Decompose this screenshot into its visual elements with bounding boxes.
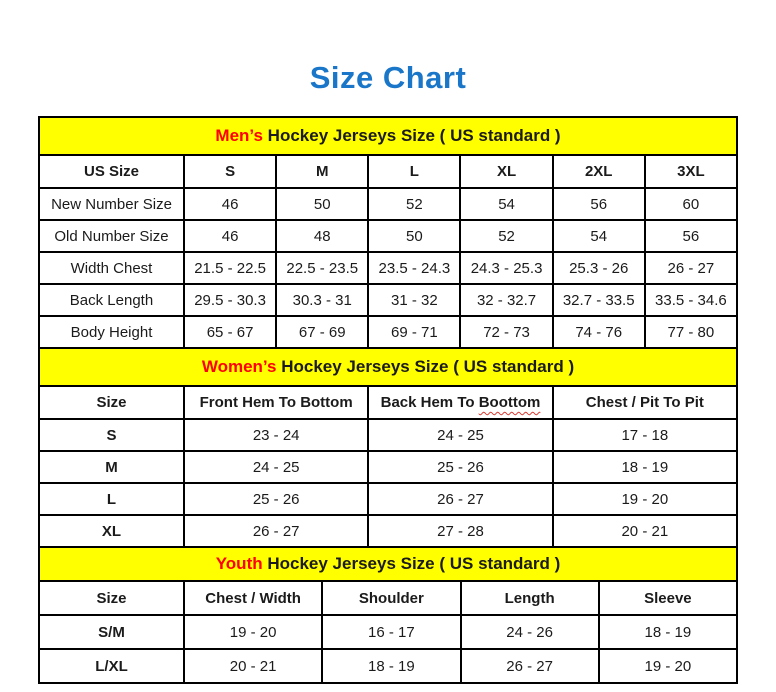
womens-table-row [39,451,737,483]
youth-cell: 24 - 26 [461,615,599,649]
womens-table-row [39,483,737,515]
mens-banner-text: Hockey Jerseys Size ( US standard ) [262,126,561,145]
mens-table-row [39,284,737,316]
womens-table-row [39,419,737,451]
mens-cell: 31 - 32 [368,284,460,316]
womens-cell: 18 - 19 [553,451,737,483]
youth-size-table [38,546,738,684]
youth-cell: 19 - 20 [599,649,737,683]
page-title: Size Chart [309,60,467,95]
mens-table-row [39,188,737,220]
womens-row-label: XL [39,515,184,547]
mens-cell: 46 [184,220,276,252]
mens-cell: 77 - 80 [645,316,737,348]
mens-row-label: Width Chest [39,252,184,284]
womens-cell: 17 - 18 [553,419,737,451]
mens-cell: 32 - 32.7 [460,284,552,316]
mens-column-header: M [276,155,368,188]
mens-cell: 67 - 69 [276,316,368,348]
mens-cell: 52 [460,220,552,252]
youth-banner-text: Hockey Jerseys Size ( US standard ) [262,554,561,573]
womens-column-header: Front Hem To Bottom [184,386,368,419]
youth-banner [39,547,737,581]
womens-size-table [38,347,738,548]
mens-cell: 32.7 - 33.5 [553,284,645,316]
womens-column-header-misspelled-word: Boottom [478,394,541,411]
youth-column-header: Sleeve [599,581,737,615]
womens-column-header: Size [39,386,184,419]
womens-cell: 24 - 25 [368,419,552,451]
mens-cell: 48 [276,220,368,252]
mens-row-label: Old Number Size [39,220,184,252]
mens-cell: 24.3 - 25.3 [460,252,552,284]
mens-cell: 29.5 - 30.3 [184,284,276,316]
mens-cell: 30.3 - 31 [276,284,368,316]
mens-cell: 69 - 71 [368,316,460,348]
mens-column-header: 3XL [645,155,737,188]
mens-cell: 56 [553,188,645,220]
mens-banner [39,117,737,155]
youth-banner-accent: Youth [215,554,263,573]
womens-cell: 26 - 27 [368,483,552,515]
mens-cell: 56 [645,220,737,252]
mens-cell: 52 [368,188,460,220]
youth-cell: 19 - 20 [184,615,322,649]
mens-cell: 33.5 - 34.6 [645,284,737,316]
womens-row-label: M [39,451,184,483]
mens-cell: 54 [553,220,645,252]
tables-container [38,116,738,684]
mens-column-header: S [184,155,276,188]
youth-table-row [39,649,737,683]
youth-column-header: Size [39,581,184,615]
youth-cell: 26 - 27 [461,649,599,683]
mens-header-row [39,155,737,188]
mens-cell: 54 [460,188,552,220]
youth-cell: 18 - 19 [599,615,737,649]
womens-row-label: L [39,483,184,515]
mens-row-label: Body Height [39,316,184,348]
youth-column-header: Length [461,581,599,615]
womens-column-header-prefix: Back Hem To [380,394,479,411]
womens-cell: 23 - 24 [184,419,368,451]
youth-cell: 16 - 17 [322,615,460,649]
mens-cell: 23.5 - 24.3 [368,252,460,284]
womens-cell: 24 - 25 [184,451,368,483]
mens-cell: 22.5 - 23.5 [276,252,368,284]
mens-table-row [39,220,737,252]
womens-banner-accent: Women’s [201,357,277,376]
youth-cell: 18 - 19 [322,649,460,683]
youth-cell: 20 - 21 [184,649,322,683]
womens-header-row [39,386,737,419]
mens-row-label: New Number Size [39,188,184,220]
womens-table-row [39,515,737,547]
youth-header-row [39,581,737,615]
mens-column-header: 2XL [553,155,645,188]
womens-column-header: Chest / Pit To Pit [553,386,737,419]
mens-cell: 50 [368,220,460,252]
mens-column-header: L [368,155,460,188]
mens-cell: 74 - 76 [553,316,645,348]
mens-banner-accent: Men’s [215,126,263,145]
womens-cell: 25 - 26 [368,451,552,483]
mens-cell: 50 [276,188,368,220]
womens-column-header [368,386,552,419]
womens-cell: 26 - 27 [184,515,368,547]
mens-cell: 21.5 - 22.5 [184,252,276,284]
womens-banner-text: Hockey Jerseys Size ( US standard ) [276,357,575,376]
mens-size-table [38,116,738,349]
mens-cell: 46 [184,188,276,220]
womens-cell: 19 - 20 [553,483,737,515]
mens-column-header: US Size [39,155,184,188]
mens-row-label: Back Length [39,284,184,316]
size-chart-page [0,60,776,684]
youth-column-header: Shoulder [322,581,460,615]
womens-cell: 25 - 26 [184,483,368,515]
mens-table-row [39,252,737,284]
mens-cell: 65 - 67 [184,316,276,348]
mens-cell: 25.3 - 26 [553,252,645,284]
youth-row-label: L/XL [39,649,184,683]
womens-row-label: S [39,419,184,451]
youth-column-header: Chest / Width [184,581,322,615]
mens-cell: 26 - 27 [645,252,737,284]
mens-cell: 60 [645,188,737,220]
womens-banner [39,348,737,386]
mens-table-row [39,316,737,348]
womens-cell: 27 - 28 [368,515,552,547]
mens-cell: 72 - 73 [460,316,552,348]
youth-row-label: S/M [39,615,184,649]
mens-column-header: XL [460,155,552,188]
youth-table-row [39,615,737,649]
womens-cell: 20 - 21 [553,515,737,547]
